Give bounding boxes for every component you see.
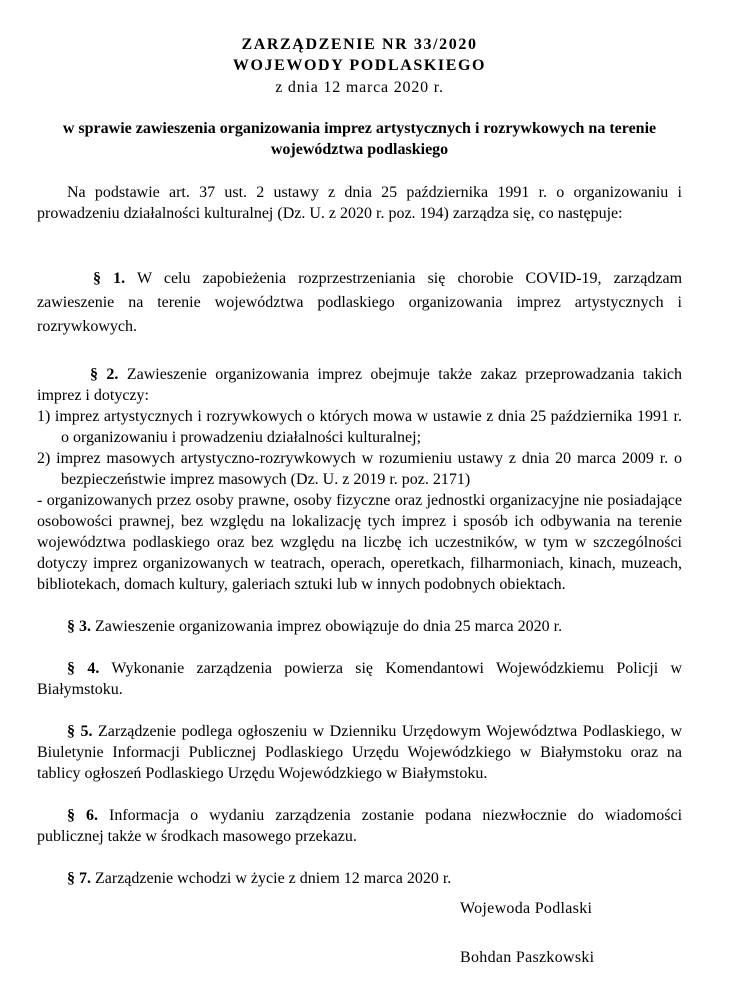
section-4-symbol: § 4. <box>67 660 100 677</box>
signatory-title: Wojewoda Podlaski <box>460 900 593 917</box>
section-2-lead <box>37 364 682 406</box>
subject-line-2: województwa podlaskiego <box>270 141 449 158</box>
section-7-text: Zarządzenie wchodzi w życie z dniem 12 marca 2020 r. <box>95 870 452 887</box>
ordinance-date: z dnia 12 marca 2020 r. <box>275 79 444 96</box>
section-5 <box>37 721 682 784</box>
section-7-symbol: § 7. <box>67 870 91 887</box>
document-header <box>37 34 682 98</box>
section-1-text: W celu zapobieżenia rozprzestrzeniania się chorobie COVID-19, zarządzam zawieszenie na terenie województwa podlaskiego organizowania imprez artystycznych i rozrywkowych. <box>37 270 683 335</box>
signature-block <box>460 898 594 968</box>
section-5-text: Zarządzenie podlega ogłoszeniu w Dzienniku Urzędowym Województwa Podlaskiego, w Biuletynie Informacji Publicznej Podlaskiego Urzędu Wojewódzkiego w Białymstoku oraz na tablicy ogłoszeń Podlaskiego Urzędu Wojewódzkiego w Białymstoku. <box>37 723 682 782</box>
ordinance-number: ZARZĄDZENIE NR 33/2020 <box>241 36 478 53</box>
subject-line-1: w sprawie zawieszenia organizowania imprez artystycznych i rozrywkowych na terenie <box>62 120 657 137</box>
section-5-symbol: § 5. <box>67 723 93 740</box>
section-2-item-2: 2) imprez masowych artystyczno-rozrywkowych w rozumieniu ustawy z dnia 20 marca 2009 r. o bezpieczeństwie imprez masowych (Dz. U. z 2019 r. poz. 2171) <box>37 450 682 488</box>
ordinance-subject <box>37 118 682 160</box>
section-3 <box>37 616 682 637</box>
section-6 <box>37 805 682 847</box>
signatory-name: Bohdan Paszkowski <box>460 949 595 966</box>
document-page <box>37 34 682 889</box>
section-4 <box>37 658 682 700</box>
section-1-symbol: § 1. <box>93 270 126 287</box>
section-3-text: Zawieszenie organizowania imprez obowiązuje do dnia 25 marca 2020 r. <box>95 618 563 635</box>
section-3-symbol: § 3. <box>67 618 91 635</box>
section-6-text: Informacja o wydaniu zarządzenia zostanie podana niezwłocznie do wiadomości publicznej także w środkach masowego przekazu. <box>37 807 683 845</box>
section-4-text: Wykonanie zarządzenia powierza się Komendantowi Wojewódzkiemu Policji w Białymstoku. <box>37 660 683 698</box>
section-6-symbol: § 6. <box>67 807 98 824</box>
section-2-item-1: 1) imprez artystycznych i rozrywkowych o których mowa w ustawie z dnia 25 października 1991 r. o organizowaniu i prowadzeniu działalności kulturalnej; <box>37 408 682 446</box>
section-2 <box>37 364 682 595</box>
legal-basis-paragraph: Na podstawie art. 37 ust. 2 ustawy z dnia 25 października 1991 r. o organizowaniu i prowadzeniu działalności kulturalnej (Dz. U. z 2020 r. poz. 194) zarządza się, co następuje: <box>37 184 682 222</box>
section-7 <box>37 868 682 889</box>
section-2-symbol: § 2. <box>90 366 119 383</box>
section-1 <box>37 267 682 339</box>
section-2-text: Zawieszenie organizowania imprez obejmuje także zakaz przeprowadzania takich imprez i dotyczy: <box>37 366 683 404</box>
issuer-title: WOJEWODY PODLASKIEGO <box>232 57 487 74</box>
section-2-dash-clause: - organizowanych przez osoby prawne, osoby fizyczne oraz jednostki organizacyjne nie posiadające osobowości prawnej, bez względu na lokalizację tych imprez i sposób ich odbywania na terenie województwa podlaskiego oraz bez względu na liczbę ich uczestników, w tym w szczególności dotyczy imprez organizowanych w teatrach, operach, operetkach, filharmoniach, kinach, muzeach, bibliotekach, domach kultury, galeriach sztuki lub w innych podobnych obiektach. <box>37 492 682 593</box>
